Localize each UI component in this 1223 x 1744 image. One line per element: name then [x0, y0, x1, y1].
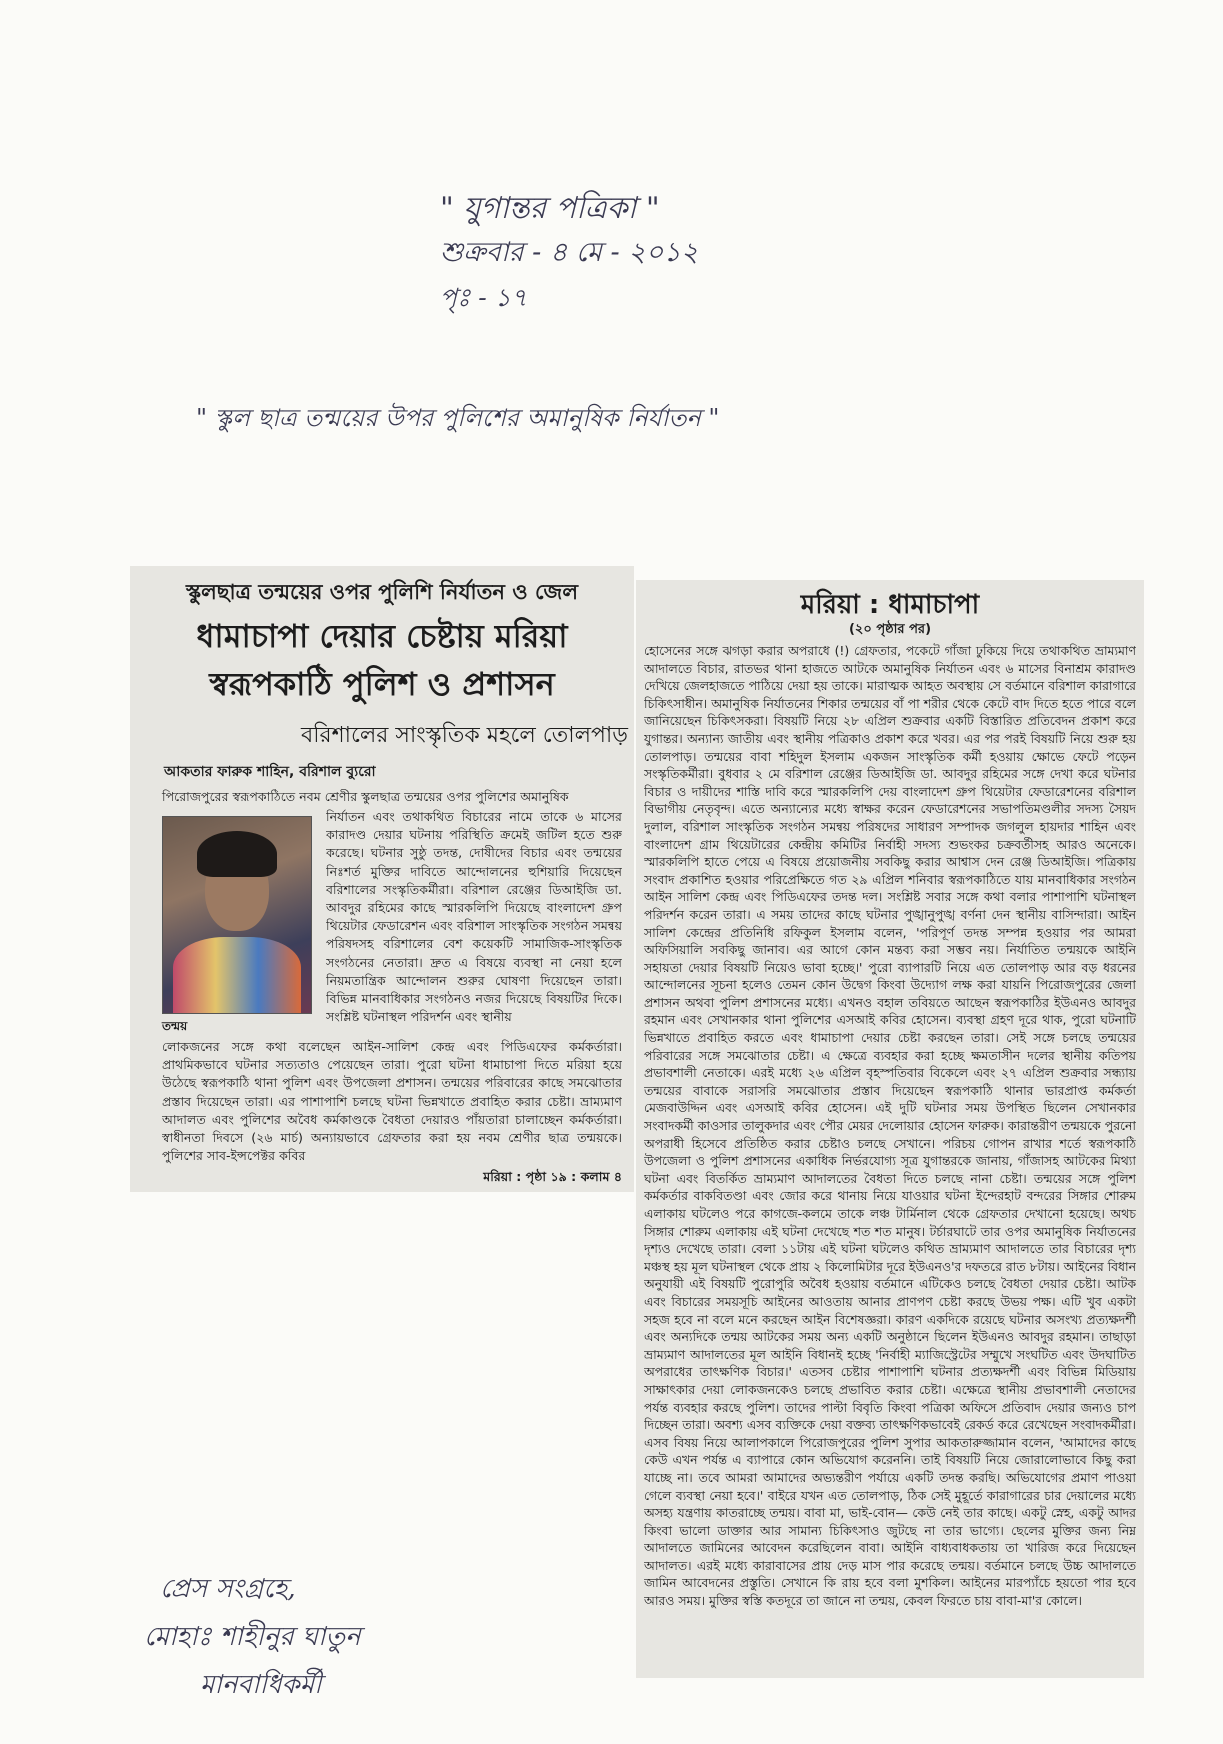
continuation-title: মরিয়া : ধামাচাপা — [800, 590, 980, 620]
headline-line-1: ধামাচাপা দেয়ার চেষ্টায় মরিয়া — [196, 617, 568, 655]
continuation-from: (২০ পৃষ্ঠার পর) — [848, 622, 932, 637]
handwritten-collector-name: মোহাঃ শাহীনুর ঘাতুন — [144, 1622, 361, 1652]
jump-line: মরিয়া : পৃষ্ঠা ১৯ : কলাম ৪ — [483, 1169, 622, 1184]
byline: আকতার ফারুক শাহিন, বরিশাল ব্যুরো — [164, 764, 376, 780]
subheadline: বরিশালের সাংস্কৃতিক মহলে তোলপাড় — [300, 723, 628, 748]
continuation-body: হোসেনের সঙ্গে ঝগড়া করার অপরাধে (!) গ্রেফতার, পকেটে গাঁজা ঢুকিয়ে দিয়ে তথাকথিত ভ্রাম্যমাণ আদালতে বিচার, রাতভর থানা হাজতে আটকে অমানুষিক নির্যাতন এবং ৬ মাসের বিনাশ্রম কারাদণ্ড দেখিয়ে জেলহাজতে পাঠিয়ে দেয়া হয় তাকে। মারাত্মক আহত অবস্থায় সে বর্তমানে বরিশাল কারাগারে চিকিৎসাধীন। অমানুষিক নির্যাতনের শিকার তন্ময়ের বাঁ পা শরীর থেকে কেটে বাদ দিতে হতে পারে বলে জানিয়েছেন চিকিৎসকরা। বিষয়টি নিয়ে ২৮ এপ্রিল শুক্রবার একটি বিস্তারিত প্রতিবেদন প্রকাশ করে যুগান্তর। অন্যান্য জাতীয় এবং স্থানীয় পত্রিকাও প্রকাশ করে খবর। এর পর পরই বিষয়টি নিয়ে শুরু হয় তোলপাড়। তন্ময়ের বাবা শহিদুল ইসলাম একজন সাংস্কৃতিক কর্মী হওয়ায় ক্ষোভে ফেটে পড়েন সংস্কৃতিকর্মীরা। বুধবার ২ মে বরিশাল রেঞ্জের ডিআইজি ডা. আবদুর রহিমের সঙ্গে দেখা করে ঘটনার বিচার ও দায়ীদের শাস্তি দাবি করে স্মারকলিপি দেয় বাংলাদেশ গ্রুপ থিয়েটার ফেডারেশনের বরিশাল বিভাগীয় নেতৃবৃন্দ। এতে অন্যান্যের মধ্যে স্বাক্ষর করেন ফেডারেশনের সভাপতিমণ্ডলীর সদস্য সৈয়দ দুলাল, বরিশাল সাংস্কৃতিক সংগঠন সমন্বয় পরিষদের সাধারণ সম্পাদক জগলুল হায়দার শাহিন এবং বাংলাদেশ গ্রাম থিয়েটারের কেন্দ্রীয় কমিটির নির্বাহী সদস্য শুভংকর চক্রবর্তীসহ আরও অনেকে। স্মারকলিপি হাতে পেয়ে এ বিষয়ে প্রয়োজনীয় সবকিছু করার আশ্বাস দেন রেঞ্জ ডিআইজি। পত্রিকায় সংবাদ প্রকাশিত হওয়ার পরিপ্রেক্ষিতে গত ২৯ এপ্রিল শনিবার স্বরূপকাঠিতে যায় মানবাধিকার সংগঠন আইন সালিশ কেন্দ্র এবং পিডিএফের তদন্ত দল। সংশ্লিষ্ট সবার সঙ্গে কথা বলার পাশাপাশি ঘটনাস্থল পরিদর্শন করেন তারা। এ সময় তাদের কাছে ঘটনার পুঙ্খানুপুঙ্খ বর্ণনা দেন স্থানীয় বাসিন্দারা। আইন সালিশ কেন্দ্রের প্রতিনিধি রফিকুল ইসলাম বলেন, 'পরিপূর্ণ তদন্ত সম্পন্ন হওয়ার পর আমরা অফিসিয়ালি সবকিছু জানাব। এর আগে কোন মন্তব্য করা সম্ভব নয়। নির্যাতিত তন্ময়কে আইনি সহায়তা দেয়ার বিষয়টি নিয়েও ভাবা হচ্ছে।' পুরো ব্যাপারটি নিয়ে এত তোলপাড় আর বড় ধরনের আন্দোলনের সূচনা হলেও তেমন কোন উদ্বেগ কিংবা উদ্যোগ লক্ষ করা যায়নি পিরোজপুরের জেলা প্রশাসন অথবা পুলিশ প্রশাসনের মধ্যে। এখনও বহাল তবিয়তে আছেন স্বরূপকাঠির ইউএনও আবদুর রহমান এবং সেখানকার থানা পুলিশের এসআই কবির হোসেন। ব্যবস্থা গ্রহণ দূরে থাক, পুরো ঘটনাটি ভিন্নখাতে প্রবাহিত করতে এবং ধামাচাপা দেয়ার চেষ্টা করছেন তারা। সেই সঙ্গে চলছে তন্ময়ের পরিবারের সঙ্গে সমঝোতার চেষ্টা। এ ক্ষেত্রে ব্যবহার করা হচ্ছে ক্ষমতাসীন দলের স্থানীয় কতিপয় প্রভাবশালী নেতাকে। এরই মধ্যে ২৬ এপ্রিল বৃহস্পতিবার বিকেলে এবং ২৭ এপ্রিল শুক্রবার সন্ধ্যায় তন্ময়ের বাবাকে সরাসরি সমঝোতার প্রস্তাব দিয়েছেন স্বরূপকাঠি থানার ভারপ্রাপ্ত কর্মকর্তা মেজবাউদ্দিন এবং এসআই কবির হোসেন। এই দুটি ঘটনার সময় উপস্থিত ছিলেন সেখানকার সংবাদকর্মী কাওসার তালুকদার এবং পৌর মেয়র দেলোয়ার হোসেন ফারুক। কারান্তরীণ তন্ময়কে পুরনো অপরাধী হিসেবে প্রতিষ্ঠিত করার চেষ্টাও চলছে সেখানে। পরিচয় গোপন রাখার শর্তে স্বরূপকাঠি উপজেলা ও পুলিশ প্রশাসনের একাধিক নির্ভরযোগ্য সূত্র যুগান্তরকে জানায়, গাঁজাসহ আটকের মিথ্যা ঘটনা এবং বিতর্কিত ভ্রাম্যমাণ আদালতের বৈধতা দিতে চলছে নানা চেষ্টা। তন্ময়ের সঙ্গে পুলিশ কর্মকর্তার বাকবিতণ্ডা এবং জোর করে থানায় নিয়ে যাওয়ার ঘটনা ইন্দেরহাট বন্দরের সিঙ্গার শোরুম এলাকায় ঘটলেও পরে কাগজে-কলমে তাকে লঞ্চ টার্মিনাল থেকে গ্রেফতার দেখানো হয়েছে। অথচ সিঙ্গার শোরুম এলাকায় এই ঘটনা দেখেছে শত শত মানুষ। টর্চারঘাটে তার ওপর অমানুষিক নির্যাতনের দৃশ্যও দেখেছে তারা। বেলা ১১টায় এই ঘটনা ঘটলেও কথিত ভ্রাম্যমাণ আদালতে তার বিচারের দৃশ্য মঞ্চস্থ হয় মূল ঘটনাস্থল থেকে প্রায় ২ কিলোমিটার দূরে ইউএনও'র দফতরে রাত ৮টায়। আইনের বিধান অনুযায়ী এই বিষয়টি পুরোপুরি অবৈধ হওয়ায় বর্তমানে এটিকেও চলছে বৈধতা দেয়ার চেষ্টা। আটক এবং বিচারের সময়সূচি আইনের আওতায় আনার প্রাণপণ চেষ্টা করছে উভয় পক্ষ। এটি খুব একটা সহজ হবে না বলে মনে করছেন আইন বিশেষজ্ঞরা। কারণ একদিকে রয়েছে ঘটনার অসংখ্য প্রত্যক্ষদর্শী এবং অন্যদিকে তন্ময় আটকের সময় অন্য একটি অনুষ্ঠানে ছিলেন ইউএনও আবদুর রহমান। তাছাড়া ভ্রাম্যমাণ আদালতের মূল আইনি বিধানই হচ্ছে 'নির্বাহী ম্যাজিস্ট্রেটের সম্মুখে সংঘটিত এবং উদঘাটিত অপরাধের তাৎক্ষণিক বিচার।' এতসব চেষ্টার পাশাপাশি ঘটনার প্রত্যক্ষদর্শী এবং বিভিন্ন মিডিয়ায় সাক্ষাৎকার দেয়া লোকজনকেও চলছে প্রভাবিত করার চেষ্টা। এক্ষেত্রে স্থানীয় প্রভাবশালী নেতাদের পর্যন্ত ব্যবহার করছে পুলিশ। তাদের পাল্টা বিবৃতি কিংবা পত্রিকা অফিসে প্রতিবাদ দেয়ার জন্যও চাপ দিচ্ছেন তারা। অবশ্য এসব ব্যক্তিকে দেয়া বক্তব্য তাৎক্ষণিকভাবেই রেকর্ড করে রেখেছেন সংবাদকর্মীরা। এসব বিষয় নিয়ে আলাপকালে পিরোজপুরের পুলিশ সুপার আকতারুজ্জামান বলেন, 'আমাদের কাছে কেউ এখন পর্যন্ত এ ব্যাপারে কোন অভিযোগ করেননি। তাই বিষয়টি নিয়ে জোরালোভাবে কিছু করা যাচ্ছে না। তবে আমরা আমাদের অভ্যন্তরীণ পর্যায়ে একটি তদন্ত করছি। অভিযোগের প্রমাণ পাওয়া গেলে ব্যবস্থা নেয়া হবে।' বাইরে যখন এত তোলপাড়, ঠিক সেই মুহূর্তে কারাগারের চার দেয়ালের মধ্যে অসহ্য যন্ত্রণায় কাতরাচ্ছে তন্ময়। বাবা মা, ভাই-বোন— কেউ নেই তার কাছে। একটু স্নেহ, একটু আদর কিংবা ভালো ডাক্তার আর সামান্য চিকিৎসাও জুটছে না তার ভাগ্যে। ছেলের মুক্তির জন্য নিম্ন আদালতে জামিনের আবেদন করেছিলেন বাবা। আইনি বাধ্যবাধকতায় তা খারিজ করে দিয়েছেন আদালত। এরই মধ্যে কারাবাসের প্রায় দেড় মাস পার করেছে তন্ময়। বর্তমানে চলছে উচ্চ আদালতে জামিন আবেদনের প্রস্তুতি। সেখানে কি রায় হবে বলা মুশকিল। আইনের মারপ্যাঁচে হয়তো পার হবে আরও সময়। মুক্তির স্বস্তি কতদূরে তা জানে না তন্ময়, কেবল ফিরতে চায় বাবা-মা'র কোলে। — [644, 643, 1136, 1609]
kicker: স্কুলছাত্র তন্ময়ের ওপর পুলিশি নির্যাতন ও জেল — [186, 580, 578, 604]
handwritten-collector-role: মানবাধিকর্মী — [200, 1670, 322, 1700]
handwritten-date: শুক্রবার - ৪ মে - ২০১২ — [440, 237, 699, 268]
handwritten-page: পৃঃ - ১৭ — [440, 283, 528, 312]
left-clipping — [130, 566, 634, 1192]
handwritten-source: " যুগান্তর পত্রিকা " — [440, 191, 660, 226]
headline-line-2: স্বরূপকাঠি পুলিশ ও প্রশাসন — [209, 665, 555, 703]
photo-hair — [197, 831, 277, 877]
portrait-photo — [162, 816, 312, 1014]
photo-caption: তন্ময় — [162, 1019, 188, 1033]
article-body-beside-photo: নির্যাতন এবং তথাকথিত বিচারের নামে তাকে ৬ মাসের কারাদণ্ড দেয়ার ঘটনায় পরিস্থিতি ক্রমেই জটিল হতে শুরু করেছে। ঘটনার সুষ্ঠু তদন্ত, দোষীদের বিচার এবং তন্ময়ের নিঃশর্ত মুক্তির দাবিতে আন্দোলনের হুশিয়ারি দিয়েছেন বরিশালের সংস্কৃতিকর্মীরা। বরিশাল রেঞ্জের ডিআইজি ডা. আবদুর রহিমের কাছে স্মারকলিপি দিয়েছে বাংলাদেশ গ্রুপ থিয়েটার ফেডারেশন এবং বরিশাল সাংস্কৃতিক সংগঠন সমন্বয় পরিষদসহ বরিশালের বেশ কয়েকটি সামাজিক-সাংস্কৃতিক সংগঠনের নেতারা। দ্রুত এ বিষয়ে ব্যবস্থা না নেয়া হলে নিয়মতান্ত্রিক আন্দোলন শুরুর ঘোষণা দিয়েছেন তারা। বিভিন্ন মানবাধিকার সংগঠনও নজর দিয়েছে বিষয়টির দিকে। সংশ্লিষ্ট ঘটনাস্থল পরিদর্শন এবং স্থানীয় — [326, 809, 622, 1025]
right-clipping — [636, 580, 1144, 1678]
article-body-top: পিরোজপুরের স্বরূপকাঠিতে নবম শ্রেণীর স্কুলছাত্র তন্ময়ের ওপর পুলিশের অমানুষিক — [162, 789, 569, 804]
photo-shirt — [173, 937, 301, 1013]
handwritten-topic: " স্কুল ছাত্র তন্ময়ের উপর পুলিশের অমানুষিক নির্যাতন " — [196, 404, 720, 432]
handwritten-collector-label: প্রেস সংগ্রহে, — [160, 1574, 296, 1604]
article-body-bottom: লোকজনের সঙ্গে কথা বলেছেন আইন-সালিশ কেন্দ্র এবং পিডিএফের কর্মকর্তারা। প্রাথমিকভাবে ঘটনার সত্যতাও পেয়েছেন তারা। পুরো ঘটনা ধামাচাপা দিতে মরিয়া হয়ে উঠেছে স্বরূপকাঠি থানা পুলিশ এবং উপজেলা প্রশাসন। তন্ময়ের পরিবারের কাছে সমঝোতার প্রস্তাব দিয়েছেন তারা। এর পাশাপাশি চলছে ঘটনা ভিন্নখাতে প্রবাহিত করার চেষ্টা। ভ্রাম্যমাণ আদালত এবং পুলিশের অবৈধ কর্মকাণ্ডকে বৈধতা দেয়ারও পাঁয়তারা চালাচ্ছেন কর্মকর্তারা। স্বাধীনতা দিবসে (২৬ মার্চ) অন্যায়ভাবে গ্রেফতার করা হয় নবম শ্রেণীর ছাত্র তন্ময়কে। পুলিশের সাব-ইন্সপেক্টর কবির — [162, 1039, 622, 1164]
